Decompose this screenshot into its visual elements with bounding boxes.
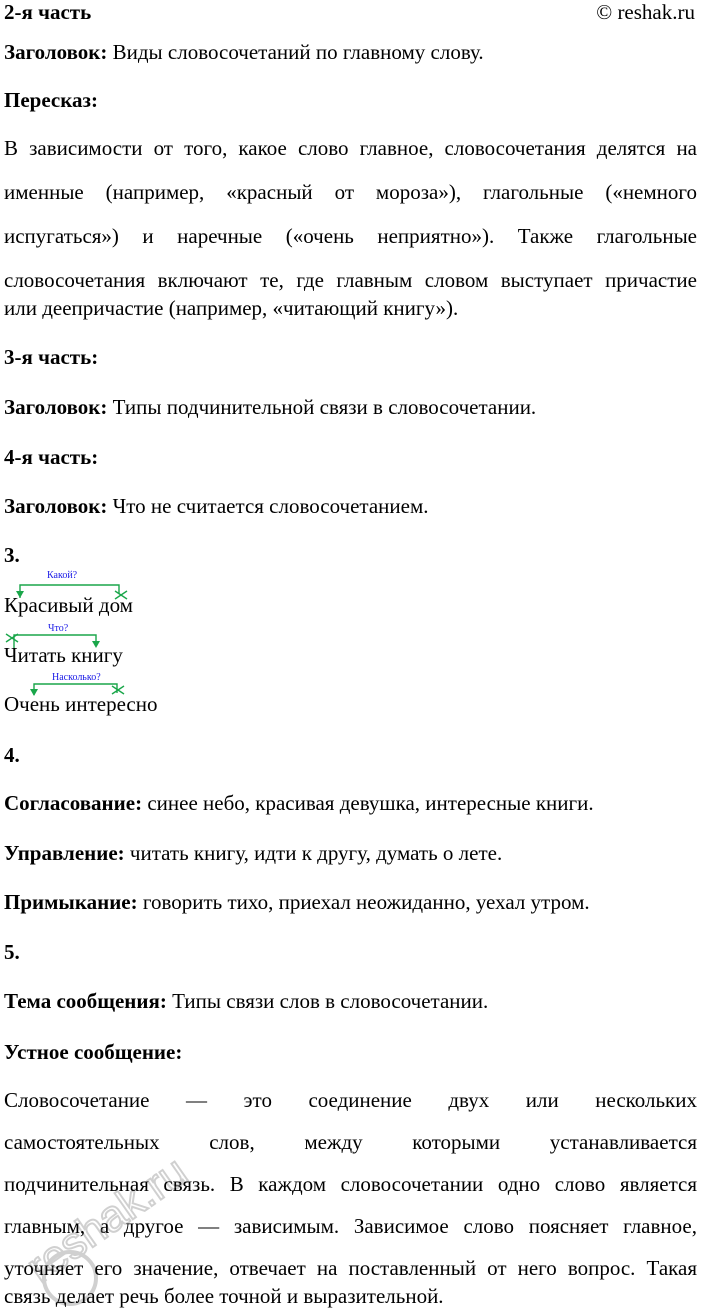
message-line: Словосочетание — это соединение двух или нескольких: [4, 1088, 697, 1112]
phrase-text: Красивый дом: [4, 593, 133, 617]
message-line: связь делает речь более точной и выразительной.: [4, 1284, 444, 1308]
message-topic: Тема сообщения: Типы связи слов в словосочетании.: [4, 989, 489, 1013]
watermark-logo: [0, 1150, 200, 1310]
copyright: © reshak.ru: [596, 0, 695, 24]
retell-line: испугаться») и наречные («очень неприятно»). Также глагольные: [4, 224, 697, 248]
link-type-row: Примыкание: говорить тихо, приехал неожиданно, уехал утром.: [4, 890, 590, 914]
part-3-heading: Заголовок: Типы подчинительной связи в словосочетании.: [4, 395, 537, 419]
phrase-text: Очень интересно: [4, 692, 158, 716]
retell-line: именные (например, «красный от мороза»), глагольные («немного: [4, 180, 697, 204]
connection-arrow-icon: [0, 566, 160, 596]
retell-label: Пересказ:: [4, 88, 98, 112]
message-line: самостоятельных слов, между которыми устанавливается: [4, 1130, 697, 1154]
part-4-label: 4-я часть:: [4, 445, 99, 469]
retell-line: В зависимости от того, какое слово главное, словосочетания делятся на: [4, 136, 697, 160]
message-line: уточняет его значение, отвечает на поставленный от него вопрос. Такая: [4, 1256, 697, 1280]
task-4-number: 4.: [4, 743, 20, 767]
part-3-label: 3-я часть:: [4, 345, 99, 369]
watermark-icon: [0, 1150, 200, 1310]
svg-text:reshak.ru: reshak.ru: [17, 1150, 197, 1293]
task-3-number: 3.: [4, 543, 20, 567]
message-line: главным, а другое — зависимым. Зависимое слово поясняет главное,: [4, 1214, 697, 1238]
question-label: Что?: [48, 623, 69, 634]
part-2-heading: Заголовок: Виды словосочетаний по главному слову.: [4, 40, 484, 64]
retell-line: или деепричастие (например, «читающий книгу»).: [4, 296, 459, 320]
part-2-title: 2-я часть: [4, 0, 92, 24]
retell-line: словосочетания включают те, где главным словом выступает причастие: [4, 268, 697, 292]
task-5-number: 5.: [4, 940, 20, 964]
message-line: подчинительная связь. В каждом словосочетании одно слово является: [4, 1172, 697, 1196]
oral-message-label: Устное сообщение:: [4, 1040, 183, 1064]
link-type-row: Управление: читать книгу, идти к другу, думать о лете.: [4, 841, 503, 865]
question-label: Насколько?: [52, 672, 101, 683]
phrase-text: Читать книгу: [4, 643, 123, 667]
part-4-heading: Заголовок: Что не считается словосочетанием.: [4, 494, 429, 518]
link-type-row: Согласование: синее небо, красивая девушка, интересные книги.: [4, 791, 594, 815]
question-label: Какой?: [47, 570, 78, 581]
